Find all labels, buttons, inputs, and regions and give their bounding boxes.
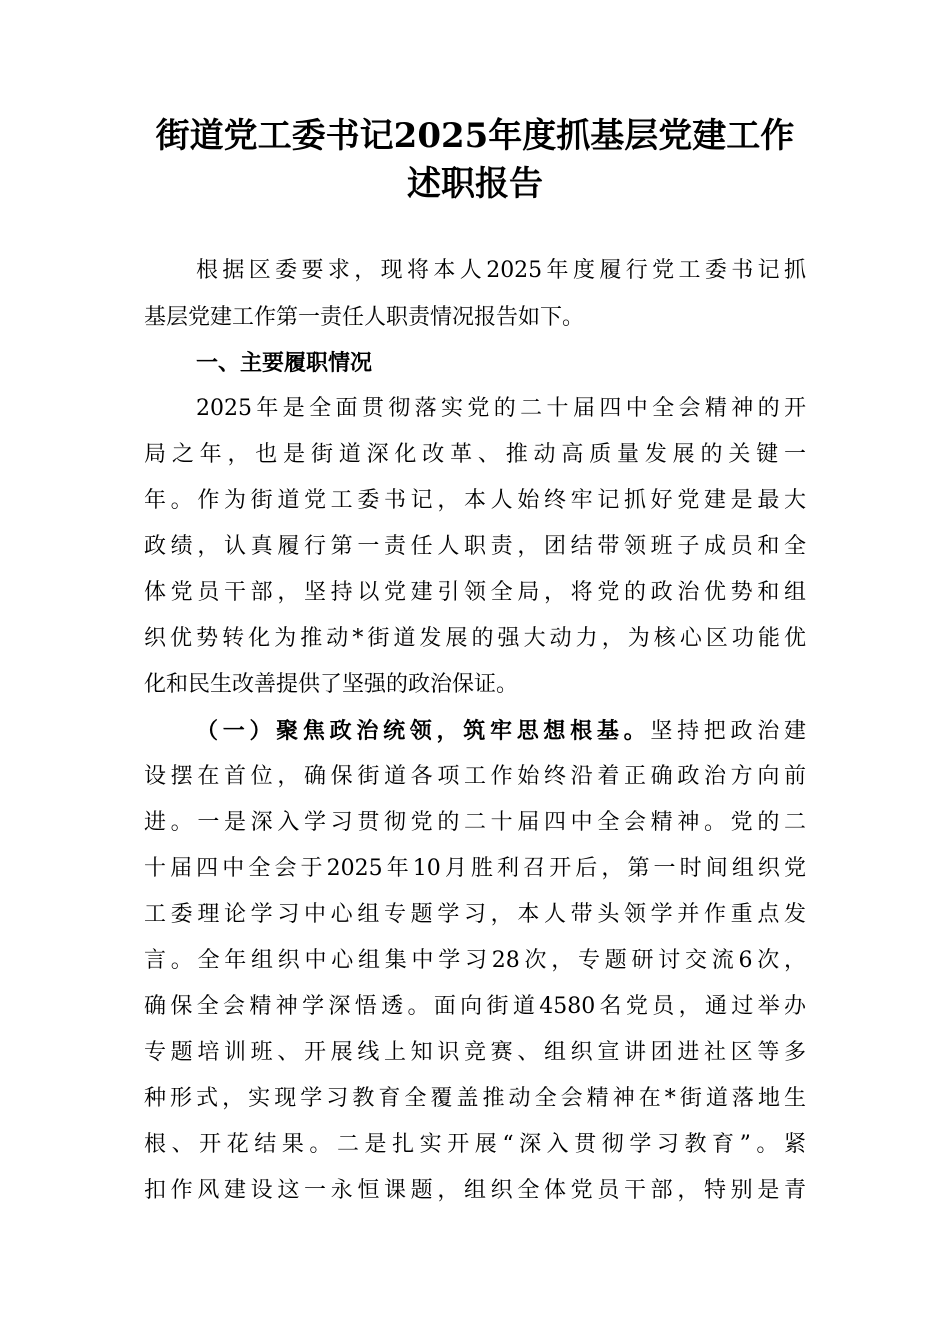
paragraph-politics-line-6: 言。全年组织中心组集中学习28次，专题研讨交流6次， (144, 948, 806, 973)
paragraph-overview-line-5: 体党员干部，坚持以党建引领全局，将党的政治优势和组 (144, 580, 806, 605)
paragraph-overview-line-3: 年。作为街道党工委书记，本人始终牢记抓好党建是最大 (144, 488, 806, 513)
paragraph-politics-line-5: 工委理论学习中心组专题学习，本人带头领学并作重点发 (144, 902, 806, 927)
paragraph-intro-line-1: 根据区委要求，现将本人2025年度履行党工委书记抓 (196, 258, 806, 283)
paragraph-politics-line-11: 扣作风建设这一永恒课题，组织全体党员干部，特别是青 (144, 1178, 806, 1203)
paragraph-overview-line-2: 局之年，也是街道深化改革、推动高质量发展的关键一 (144, 442, 806, 467)
paragraph-overview-line-1: 2025年是全面贯彻落实党的二十届四中全会精神的开 (196, 396, 806, 421)
paragraph-politics-line-2: 设摆在首位，确保街道各项工作始终沿着正确政治方向前 (144, 764, 806, 789)
paragraph-politics-line-1 (196, 708, 806, 754)
paragraph-overview-line-4: 政绩，认真履行第一责任人职责，团结带领班子成员和全 (144, 534, 806, 559)
paragraph-overview-line-6: 织优势转化为推动*街道发展的强大动力，为核心区功能优 (144, 626, 806, 651)
document-title-line-2: 述职报告 (407, 164, 543, 204)
paragraph-politics-line-4: 十届四中全会于2025年10月胜利召开后，第一时间组织党 (144, 856, 806, 881)
paragraph-overview-line-7: 化和民生改善提供了坚强的政治保证。 (144, 672, 519, 697)
paragraph-politics-line-9: 种形式，实现学习教育全覆盖推动全会精神在*街道落地生 (144, 1086, 806, 1111)
section-heading-1: 一、主要履职情况 (196, 351, 373, 376)
subsection-lead-text: 坚持把政治建 (650, 719, 806, 744)
paragraph-politics-line-8: 专题培训班、开展线上知识竞赛、组织宣讲团进社区等多 (144, 1040, 806, 1065)
document-title-line-1: 街道党工委书记2025年度抓基层党建工作 (155, 116, 795, 156)
paragraph-politics-line-3: 进。一是深入学习贯彻党的二十届四中全会精神。党的二 (144, 810, 806, 835)
paragraph-intro-line-2: 基层党建工作第一责任人职责情况报告如下。 (144, 305, 585, 330)
paragraph-politics-line-10: 根、开花结果。二是扎实开展“深入贯彻学习教育”。紧 (144, 1132, 806, 1157)
subsection-heading-1: （一）聚焦政治统领，筑牢思想根基。 (196, 718, 651, 744)
paragraph-politics-line-7: 确保全会精神学深悟透。面向街道4580名党员，通过举办 (144, 994, 806, 1019)
